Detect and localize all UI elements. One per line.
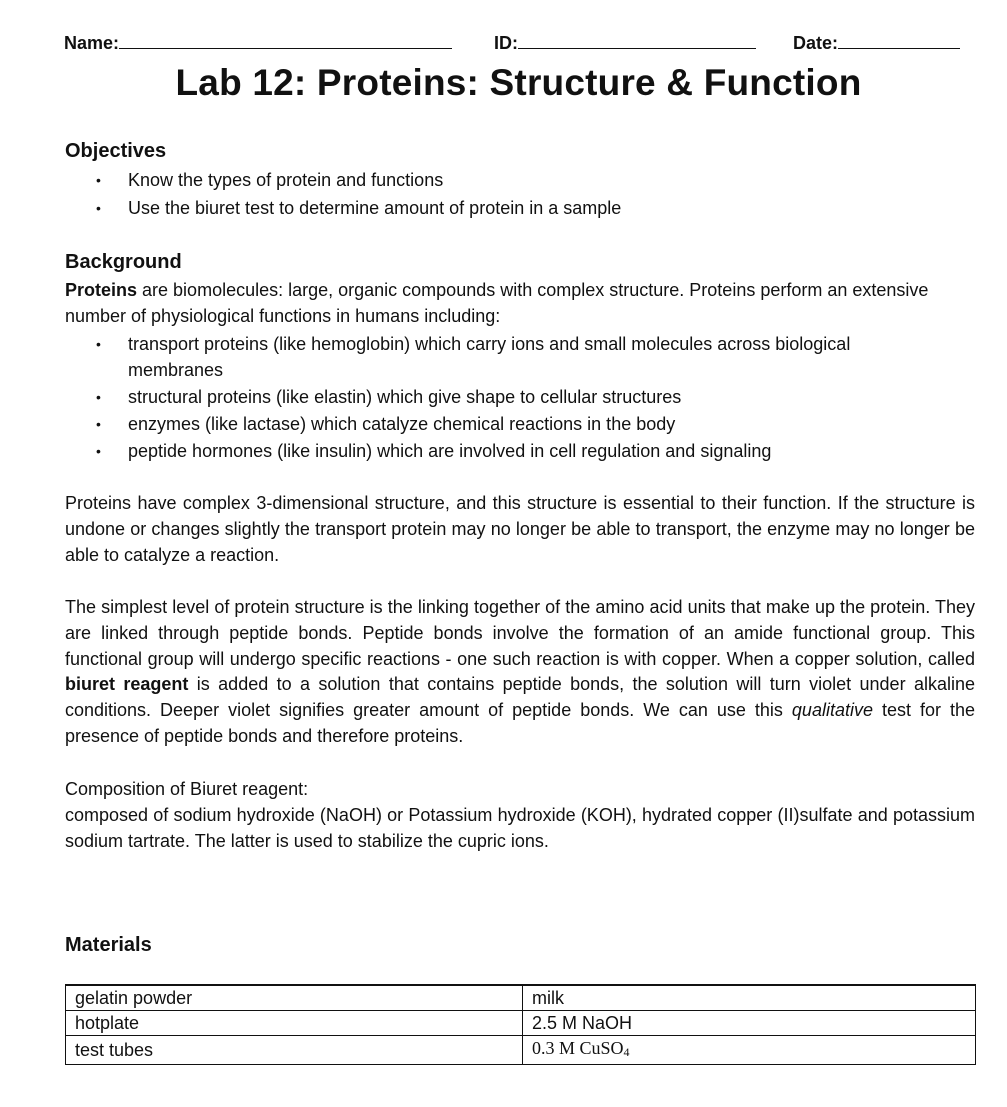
intro-bold-term: Proteins [65, 280, 138, 300]
table-cell: gelatin powder [66, 985, 523, 1011]
id-label: ID: [494, 33, 518, 53]
page-title: Lab 12: Proteins: Structure & Function [175, 62, 862, 103]
date-label: Date: [793, 33, 839, 53]
composition-text: composed of sodium hydroxide (NaOH) or Potassium hydroxide (KOH), hydrated copper (II)sulfate and potassium sodium tartrate. The latter is used to stabilize the cupric ions. [65, 805, 975, 851]
table-cell: milk [523, 985, 976, 1011]
bullet-icon: • [96, 200, 101, 216]
background-intro: Proteins are biomolecules: large, organic compounds with complex structure. Proteins perform an extensive number of physiological functions in humans including: [65, 280, 929, 326]
name-field [64, 33, 452, 54]
bullet-icon: • [96, 389, 101, 405]
peptide-bond-paragraph: The simplest level of protein structure is the linking together of the amino acid units that make up the protein. They are linked through peptide bonds. Peptide bonds involve the formation of an amide functional group. This functional group will undergo specific reactions - one such reaction is with copper. When a copper solution, called biuret reagent is added to a solution that contains peptide bonds, the solution will turn violet under alkaline conditions. Deeper violet signifies greater amount of peptide bonds. We can use this qualitative test for the presence of peptide bonds and therefore proteins. [65, 597, 975, 746]
subscript: 4 [623, 1045, 630, 1059]
table-cell: 2.5 M NaOH [523, 1011, 976, 1036]
lab-worksheet-page: Name: ID: Date: Lab 12: Proteins: Structure & Function Objectives • Know the types of protein and functions • Use the biuret test to determine amount of protein in a sample Background Proteins are biomolecules: large, organic compounds with complex structure. Proteins perform an extensive number of physiological functions in humans including: • transport proteins (like hemoglobin) which carry ions and small molecules across biological membranes • structural proteins (like elastin) which give shape to cellular structures • enzymes (like lactase) which catalyze chemical reactions in the body • peptide hormones (like insulin) which are involved in cell regulation and signaling Proteins have complex 3-dimensional structure, and this structure is essential to their function. If the structure is undone or changes slightly the transport protein may no longer be able to transport, the enzyme may no longer be able to catalyze a reaction. The simplest level of protein structure is the linking together of the amino acid units that make up the protein. They are linked through peptide bonds. Peptide bonds involve the formation of an amide functional group. This functional group will undergo specific reactions - one such reaction is with copper. When a copper solution, called biuret reagent is added to a solution that contains peptide bonds, the solution will turn violet under alkaline conditions. Deeper violet signifies greater amount of peptide bonds. We can use this qualitative test for the presence of peptide bonds and therefore proteins. Composition of Biuret reagent: composed of sodium hydroxide (NaOH) or Potassium hydroxide (KOH), hydrated copper (II)sulfate and potassium sodium tartrate. The latter is used to stabilize the cupric ions. Materials gelatin powder milk hotplate 2.5 M NaOH test tubes 0.3 M CuSO$_4$ [0, 0, 1007, 1107]
name-blank-line [119, 34, 452, 49]
biuret-reagent-term: biuret reagent [65, 674, 189, 695]
table-row [66, 1036, 976, 1065]
materials-heading: Materials [65, 934, 152, 956]
bullet-icon: • [96, 172, 101, 188]
table-row [66, 985, 976, 1011]
date-blank-line [838, 34, 960, 49]
bullet-icon: • [96, 416, 101, 432]
id-blank-line [518, 34, 756, 49]
qualitative-term: qualitative [791, 700, 873, 721]
bullet-icon: • [96, 336, 101, 352]
composition-label: Composition of Biuret reagent: [65, 779, 309, 799]
table-cell: 0.3 M CuSO$_4$ [523, 1036, 976, 1065]
table-row [66, 1011, 976, 1036]
id-field [494, 33, 756, 54]
materials-table [65, 984, 976, 1065]
structure-paragraph: Proteins have complex 3-dimensional structure, and this structure is essential to their function. If the structure is undone or changes slightly the transport protein may no longer be able to transport, the enzyme may no longer be able to catalyze a reaction. [65, 493, 975, 565]
background-heading: Background [65, 251, 182, 273]
table-cell: test tubes [66, 1036, 523, 1065]
objectives-heading: Objectives [65, 140, 167, 162]
table-cell: hotplate [66, 1011, 523, 1036]
date-field [793, 33, 960, 54]
bullet-icon: • [96, 443, 101, 459]
name-label: Name: [64, 33, 120, 53]
